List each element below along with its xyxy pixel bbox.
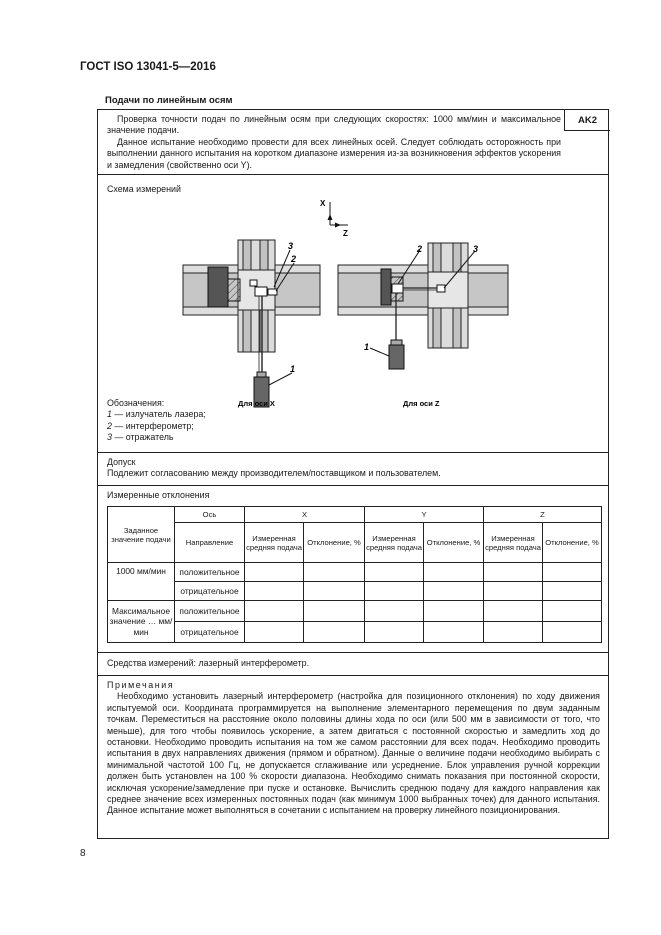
deviation-table xyxy=(107,506,602,643)
value-cell[interactable] xyxy=(365,601,424,622)
value-cell[interactable] xyxy=(543,563,602,582)
notes-text xyxy=(107,680,600,817)
axis-x-label: X xyxy=(320,199,326,208)
value-cell[interactable] xyxy=(245,622,304,643)
value-cell[interactable] xyxy=(543,601,602,622)
value-cell[interactable] xyxy=(245,601,304,622)
corner-left-label: Заданное значение подачи xyxy=(111,525,171,544)
value-cell[interactable] xyxy=(484,582,543,601)
legend-item: 2 — интерферометр; xyxy=(107,420,194,431)
legend-title: Обозначения: xyxy=(107,398,165,408)
label-z-1: 1 xyxy=(364,342,370,352)
axis-header-y: Y xyxy=(365,507,484,523)
value-cell[interactable] xyxy=(304,582,365,601)
notes-title: Примечания xyxy=(107,680,175,690)
measured-title: Измеренные отклонения xyxy=(107,490,210,500)
label-x-3: 3 xyxy=(288,241,294,251)
tolerance-text: Подлежит согласованию между производителем/поставщиком и пользователем. xyxy=(107,468,441,478)
value-cell[interactable] xyxy=(543,622,602,643)
intro-paragraph-1: Проверка точности подач по линейным осям при следующих скоростях: 1000 мм/мин и максимальное значение подачи. xyxy=(107,114,561,136)
value-cell[interactable] xyxy=(245,582,304,601)
test-card xyxy=(97,109,609,839)
scheme-title: Схема измерений xyxy=(107,184,181,194)
value-cell[interactable] xyxy=(424,622,484,643)
col-mean-feed: Измеренная средняя подача xyxy=(245,523,304,563)
legend-item: 3 — отражатель xyxy=(107,432,174,443)
value-cell[interactable] xyxy=(304,563,365,582)
value-cell[interactable] xyxy=(365,563,424,582)
intro-paragraph-2: Данное испытание необходимо провести для всех линейных осей. Следует соблюдать осторожность при выполнении данного испытания на коротком диапазоне измерения из-за возникновения эффектов ускорения и замедления (свойственно оси Y). xyxy=(107,136,561,170)
measured-block xyxy=(98,486,608,653)
value-cell[interactable] xyxy=(484,601,543,622)
value-cell[interactable] xyxy=(484,563,543,582)
direction-cell: отрицательное xyxy=(175,622,245,643)
document-header: ГОСТ ISO 13041-5—2016 xyxy=(80,61,216,73)
col-deviation: Отклонение, % xyxy=(543,523,602,563)
speed-cell: 1000 мм/мин xyxy=(108,563,175,601)
legend xyxy=(107,398,206,444)
machine-drawing-z xyxy=(338,243,508,369)
tolerance-block xyxy=(98,453,608,486)
value-cell[interactable] xyxy=(424,563,484,582)
caption-axis-x: Для оси X xyxy=(238,399,275,408)
col-deviation: Отклонение, % xyxy=(304,523,365,563)
value-cell[interactable] xyxy=(484,622,543,643)
value-cell[interactable] xyxy=(365,622,424,643)
scheme-block xyxy=(98,175,608,453)
label-z-3: 3 xyxy=(473,244,479,254)
col-mean-feed: Измеренная средняя подача xyxy=(484,523,543,563)
instruments-block xyxy=(98,653,608,676)
speed-cell: Максимальное значение … мм/мин xyxy=(108,601,175,643)
value-cell[interactable] xyxy=(424,601,484,622)
legend-item: 1 — излучатель лазера; xyxy=(107,409,206,420)
axis-z-label: Z xyxy=(343,229,348,238)
intro-text xyxy=(107,114,561,171)
machine-drawing-x xyxy=(183,240,320,407)
axis-indicator xyxy=(320,199,348,238)
label-x-2: 2 xyxy=(291,254,297,264)
direction-cell: положительное xyxy=(175,601,245,622)
corner-cell xyxy=(108,507,175,563)
value-cell[interactable] xyxy=(365,582,424,601)
test-code: AK2 xyxy=(564,110,610,131)
label-x-1: 1 xyxy=(290,364,296,374)
axis-header-z: Z xyxy=(484,507,602,523)
value-cell[interactable] xyxy=(543,582,602,601)
direction-cell: положительное xyxy=(175,563,245,582)
value-cell[interactable] xyxy=(245,563,304,582)
page-number: 8 xyxy=(80,848,86,859)
caption-axis-z: Для оси Z xyxy=(403,399,440,408)
section-title: Подачи по линейным осям xyxy=(105,95,233,106)
tolerance-title: Допуск xyxy=(107,457,136,467)
col-deviation: Отклонение, % xyxy=(424,523,484,563)
col-mean-feed: Измеренная средняя подача xyxy=(365,523,424,563)
direction-cell: отрицательное xyxy=(175,582,245,601)
notes-paragraph: Необходимо установить лазерный интерферометр (настройка для позиционного отклонения) по ходу движения испытуемой оси. Координата программируется на выполнение элементарного перемещения по двум заданным точкам. Переместиться на расстояние около половины длины хода по оси (или 500 мм в зависимости от того, что меньше), для того чтобы появилось ускорение, а затем двигаться с постоянной скоростью и замедлить ход до остановки. Необходимо проводить испытания на том же самом расстоянии для всех подач. Необходимо проводить испытания в двух направлениях движения (прямом и обратном). Данные о величине подачи необходимо выбирать с минимальной частотой 100 Гц, не допускается сглаживание или усреднение. Блок управления ручной коррекции должен быть установлен на 100 % скорости диапазона. Необходимо снимать показания при постоянной скорости, исключая ускорение/замедление при пуске и остановке. Вычислить среднюю подачу для каждого направления как среднее значение всех измеренных постоянных подач (как минимум 1000 выбранных точек) для данного испытания. Данное испытание может выполняться в сочетании с испытанием на проверку линейного позиционирования. xyxy=(107,691,600,816)
value-cell[interactable] xyxy=(304,601,365,622)
measurement-diagram xyxy=(98,190,610,410)
value-cell[interactable] xyxy=(424,582,484,601)
corner-bottom-label: Направление xyxy=(175,523,245,563)
corner-top-label: Ось xyxy=(175,507,245,523)
label-z-2: 2 xyxy=(417,244,423,254)
instruments-text: Средства измерений: лазерный интерферометр. xyxy=(107,658,310,668)
value-cell[interactable] xyxy=(304,622,365,643)
axis-header-x: X xyxy=(245,507,365,523)
intro-block xyxy=(98,110,608,175)
